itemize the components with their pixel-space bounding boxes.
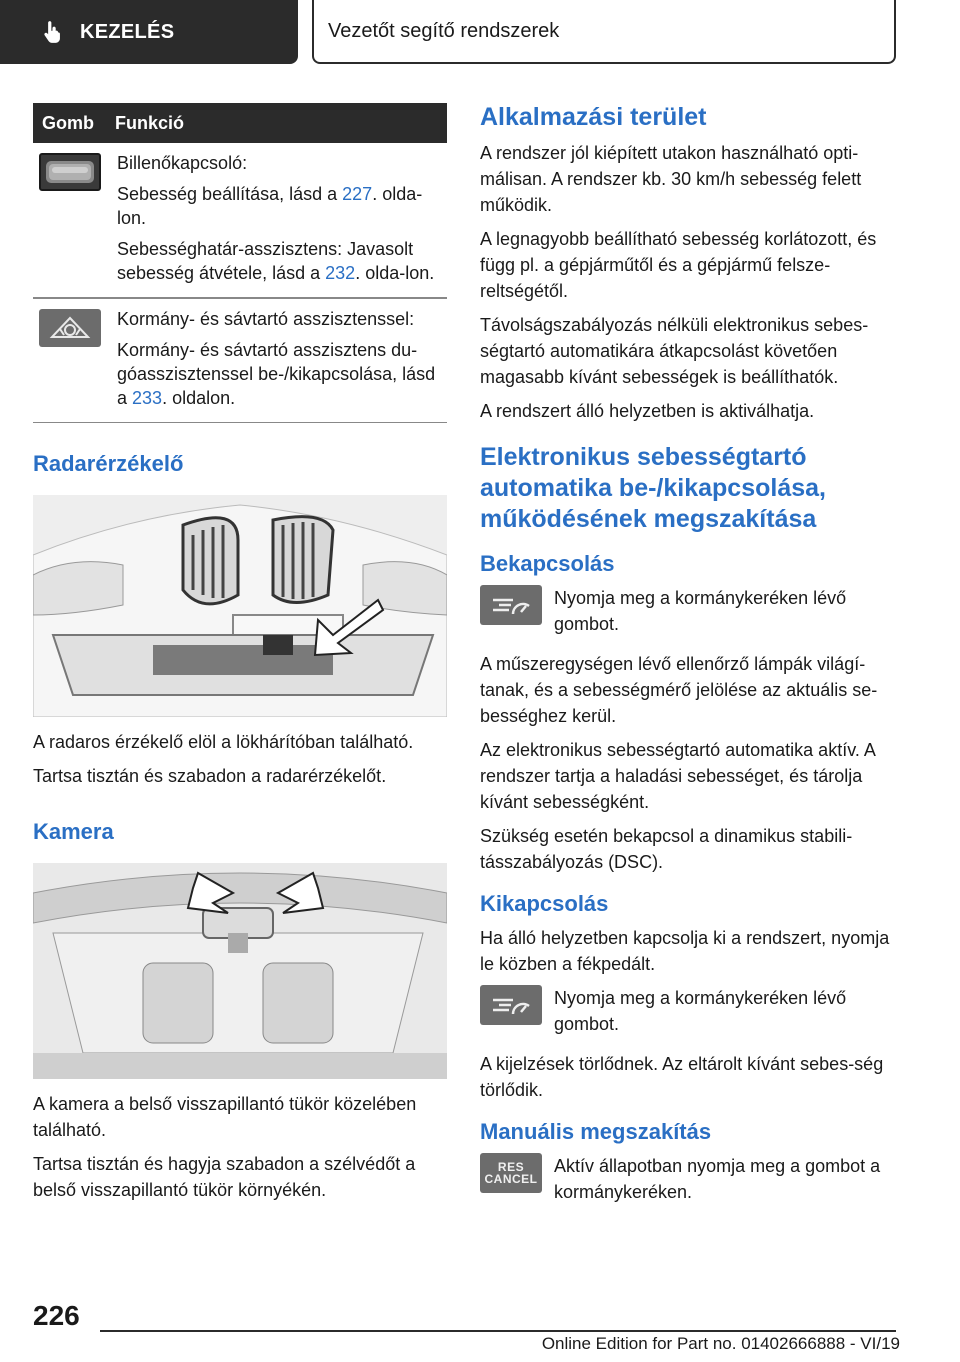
radar-sensor-image — [33, 495, 447, 717]
section-label: KEZELÉS — [80, 20, 175, 43]
chapter-title: Vezetőt segítő rendszerek — [328, 19, 560, 42]
left-column — [33, 103, 447, 1211]
right-column — [480, 103, 896, 1219]
page-reference-link[interactable]: 227 — [342, 184, 373, 204]
camera-image — [33, 863, 447, 1079]
page-number: 226 — [33, 1300, 80, 1331]
section-tab — [0, 0, 298, 64]
area-text-3: Távolságszabályozás nélküli elektronikus sebes-ségtartó automatikára átkapcsolást követően magasabb kívánt sebességek is beállíthatók. — [480, 315, 869, 387]
table-cell-text: Billenőkapcsoló: — [117, 153, 248, 173]
table-cell-text: Kormány- és sávtartó asszisztenssel: — [117, 309, 415, 329]
footer-divider — [100, 1330, 896, 1332]
switch-on-text-3: Szükség esetén bekapcsol a dinamikus stabili-tásszabályozás (DSC). — [480, 826, 853, 872]
table-cell-text: Kormány- és sávtartó asszisztens du-góasszisztenssel be-/kikapcsolása, lásd a 233. oldalon. — [117, 340, 436, 408]
table-cell-text: Sebességhatár-asszisztens: Javasolt sebesség átvétele, lásd a 232. olda-lon. — [117, 239, 435, 283]
camera-text-2: Tartsa tisztán és hagyja szabadon a szélvédőt a belső visszapillantó tükör környékén. — [33, 1154, 416, 1200]
table-row — [33, 143, 447, 298]
area-text-4: A rendszert álló helyzetben is aktiválhatja. — [480, 401, 815, 421]
page-reference-link[interactable]: 233 — [132, 388, 163, 408]
switch-off-heading: Kikapcsolás — [480, 891, 609, 916]
column-header: Gomb — [42, 112, 94, 133]
button-function-table — [33, 103, 447, 423]
area-text-1: A rendszer jól kiépített utakon használható opti-málisan. A rendszer kb. 30 km/h sebesség felett működik. — [480, 143, 862, 215]
chapter-header — [312, 0, 896, 64]
steering-lane-assist-icon — [39, 309, 101, 347]
table-row — [33, 298, 447, 423]
res-label: RES — [497, 1160, 525, 1174]
switch-on-heading: Bekapcsolás — [480, 551, 615, 576]
cruise-control-button-icon — [480, 985, 542, 1025]
column-header: Funkció — [115, 112, 185, 133]
rocker-switch-icon — [39, 153, 101, 191]
switch-off-text-1: Ha álló helyzetben kapcsolja ki a rendszert, nyomja le közben a fékpedált. — [480, 928, 890, 974]
area-heading: Alkalmazási terület — [480, 103, 707, 131]
switch-on-text-2: Az elektronikus sebességtartó automatika aktív. A rendszer tartja a haladási sebességet, és tárolja kívánt sebességként. — [480, 740, 875, 812]
camera-text-1: A kamera a belső visszapillantó tükör közelében található. — [33, 1094, 417, 1140]
table-cell-text: Sebesség beállítása, lásd a 227. olda-lon. — [117, 184, 423, 228]
switch-off-text-2: A kijelzések törlődnek. Az eltárolt kívánt sebes-ség törlődik. — [480, 1054, 884, 1100]
switch-on-text-1: A műszeregységen lévő ellenőrző lámpák világí-tanak, és a sebességmérő jelölése az aktuális se-bességhez kerül. — [480, 654, 878, 726]
area-text-2: A legnagyobb beállítható sebesség korlátozott, és függ pl. a gépjárműtől és a gépjármű felsze-reltségétől. — [480, 229, 877, 301]
switch-off-button-text: Nyomja meg a kormánykeréken lévő gombot. — [554, 988, 847, 1034]
manual-interrupt-text: Aktív állapotban nyomja meg a gombot a kormánykeréken. — [554, 1156, 881, 1202]
switch-off-instruction — [480, 985, 896, 1037]
radar-heading: Radarérzékelő — [33, 451, 184, 476]
res-cancel-button-icon — [480, 1153, 542, 1193]
table-header — [33, 103, 447, 143]
cruise-control-button-icon — [480, 585, 542, 625]
switch-on-instruction — [480, 585, 896, 637]
hand-pointer-icon — [40, 19, 66, 45]
cancel-label: CANCEL — [484, 1172, 538, 1186]
radar-text-2: Tartsa tisztán és szabadon a radarérzékelőt. — [33, 766, 387, 786]
page-reference-link[interactable]: 232 — [325, 263, 356, 283]
edition-text: Online Edition for Part no. 01402666888 - VI/19 — [541, 1334, 900, 1353]
camera-heading: Kamera — [33, 819, 114, 844]
radar-text-1: A radaros érzékelő elöl a lökhárítóban található. — [33, 732, 414, 752]
switch-on-button-text: Nyomja meg a kormánykeréken lévő gombot. — [554, 588, 847, 634]
manual-interrupt-heading: Manuális megszakítás — [480, 1119, 712, 1144]
cruise-control-heading: Elektronikus sebességtartó automatika be-/kikapcsolása, működésének megszakítása — [480, 443, 826, 533]
manual-interrupt-instruction — [480, 1153, 896, 1205]
